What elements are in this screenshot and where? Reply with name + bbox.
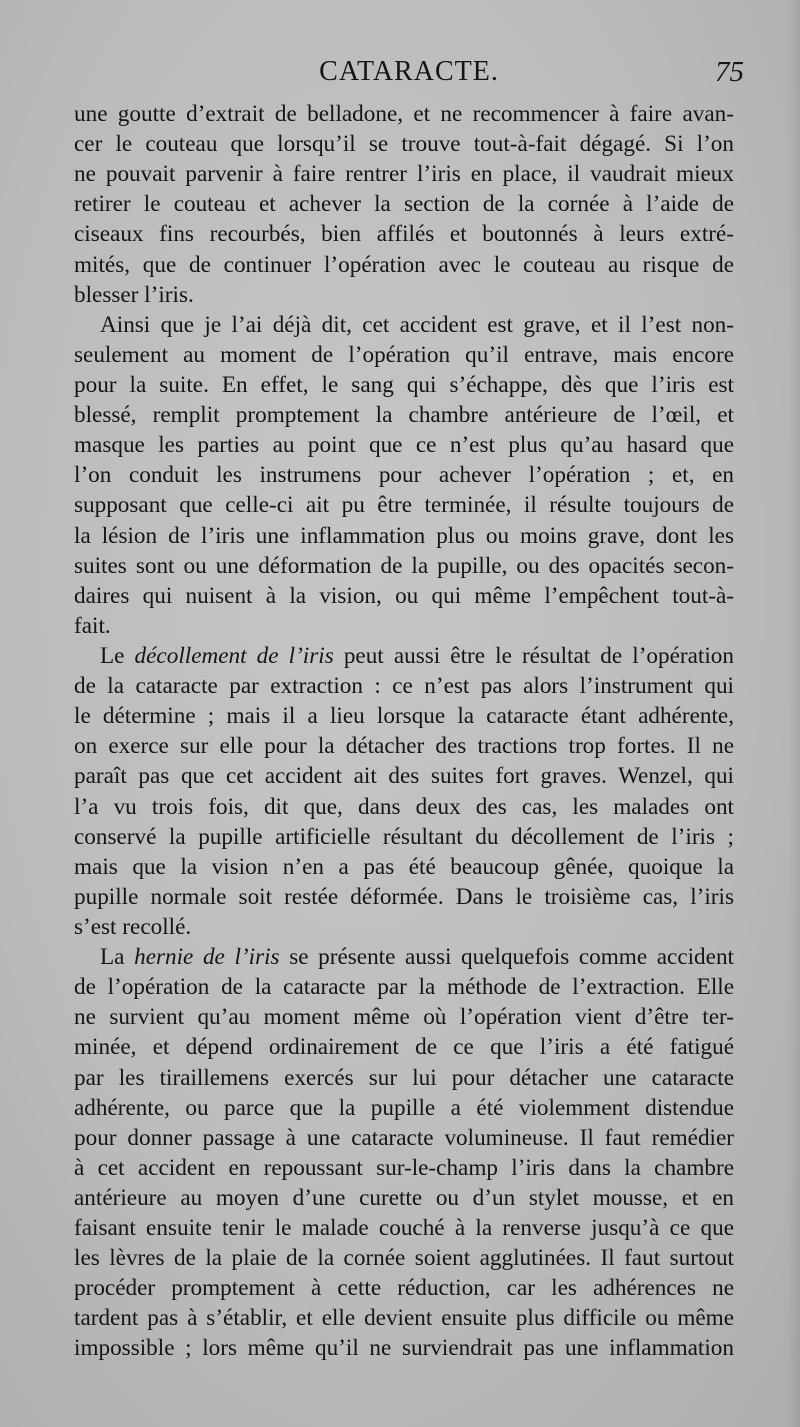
text-line xyxy=(74,1303,734,1333)
text-segment: seulement au moment de l’opération qu’il entrave, mais encore xyxy=(74,341,734,368)
text-segment: par les tiraillemens exercés sur lui pour détacher une cataracte xyxy=(74,1064,734,1091)
text-line xyxy=(74,340,734,370)
page-number: 75 xyxy=(715,56,744,88)
text-segment: mités, que de continuer l’opération avec le couteau au risque de xyxy=(74,251,734,278)
text-segment: à cet accident en repoussant sur-le-champ l’iris dans la chambre xyxy=(74,1154,734,1181)
text-segment: impossible ; lors même qu’il ne surviendrait pas une inflammation xyxy=(74,1335,734,1362)
text-line xyxy=(74,1243,734,1273)
text-line xyxy=(74,250,734,280)
running-head xyxy=(74,56,744,96)
text-line xyxy=(74,972,734,1002)
paragraph xyxy=(74,310,734,641)
text-line xyxy=(74,310,734,340)
text-line xyxy=(74,701,734,731)
text-segment: paraît pas que cet accident ait des suites fort graves. Wenzel, qui xyxy=(74,763,734,790)
text-line xyxy=(74,1093,734,1123)
text-segment: pour la suite. En effet, le sang qui s’échappe, dès que l’iris est xyxy=(74,371,734,398)
text-segment: antérieure au moyen d’une curette ou d’un stylet mousse, et en xyxy=(74,1184,734,1211)
text-line xyxy=(74,400,734,430)
text-segment: le détermine ; mais il a lieu lorsque la cataracte étant adhérente, xyxy=(74,703,734,730)
text-segment: se présente aussi quelquefois comme accident xyxy=(279,944,734,971)
text-segment: Le xyxy=(100,642,135,669)
text-line xyxy=(74,882,734,912)
text-line xyxy=(74,641,734,671)
text-line xyxy=(74,942,734,972)
text-line xyxy=(74,521,734,551)
text-segment: ne survient qu’au moment même où l’opération vient d’être ter- xyxy=(74,1004,734,1031)
body-text xyxy=(74,99,734,1364)
text-segment: suites sont ou une déformation de la pupille, ou des opacités secon- xyxy=(74,552,734,579)
text-segment: minée, et dépend ordinairement de ce que l’iris a été fatigué xyxy=(74,1034,734,1061)
text-segment: pour donner passage à une cataracte volumineuse. Il faut remédier xyxy=(74,1124,734,1151)
page-edge-shadow xyxy=(786,0,800,1427)
text-segment: une goutte d’extrait de belladone, et ne recommencer à faire avan- xyxy=(74,101,734,127)
text-line xyxy=(74,1183,734,1213)
text-segment: La xyxy=(100,944,135,971)
text-line xyxy=(74,370,734,400)
paragraph xyxy=(74,99,734,310)
text-segment: blesser l’iris. xyxy=(74,281,194,308)
text-segment: ciseaux fins recourbés, bien affilés et boutonnés à leurs extré- xyxy=(74,221,734,248)
paragraph xyxy=(74,641,734,942)
text-line xyxy=(74,1153,734,1183)
text-line xyxy=(74,430,734,460)
text-segment: s’est recollé. xyxy=(74,913,192,940)
text-segment: blessé, remplit promptement la chambre antérieure de l’œil, et xyxy=(74,402,734,429)
text-line xyxy=(74,1032,734,1062)
text-line xyxy=(74,761,734,791)
text-segment: faisant ensuite tenir le malade couché à la renverse jusqu’à ce que xyxy=(74,1215,734,1242)
text-line xyxy=(74,852,734,882)
text-segment: l’on conduit les instrumens pour achever l’opération ; et, en xyxy=(74,462,734,489)
text-line xyxy=(74,1213,734,1243)
text-line xyxy=(74,1063,734,1093)
text-segment: de la cataracte par extraction : ce n’est pas alors l’instrument qui xyxy=(74,673,734,700)
text-segment: fait. xyxy=(74,612,111,639)
text-line xyxy=(74,159,734,189)
text-line xyxy=(74,671,734,701)
text-line xyxy=(74,792,734,822)
text-line xyxy=(74,280,734,310)
text-line xyxy=(74,1002,734,1032)
text-segment: supposant que celle-ci ait pu être terminée, il résulte toujours de xyxy=(74,492,734,519)
italic-term: décollement de l’iris xyxy=(134,642,334,669)
text-line xyxy=(74,1333,734,1363)
text-segment: peut aussi être le résultat de l’opération xyxy=(333,642,734,669)
italic-term: hernie de l’iris xyxy=(134,944,280,971)
running-title: CATARACTE. xyxy=(319,56,499,87)
text-line xyxy=(74,490,734,520)
text-segment: la lésion de l’iris une inflammation plus ou moins grave, dont les xyxy=(74,522,734,549)
text-line xyxy=(74,1273,734,1303)
text-line xyxy=(74,189,734,219)
text-segment: adhérente, ou parce que la pupille a été violemment distendue xyxy=(74,1094,734,1121)
text-line xyxy=(74,611,734,641)
text-segment: pupille normale soit restée déformée. Dans le troisième cas, l’iris xyxy=(74,883,734,910)
text-segment: l’a vu trois fois, dit que, dans deux des cas, les malades ont xyxy=(74,793,734,820)
text-line xyxy=(74,912,734,942)
text-segment: masque les parties au point que ce n’est plus qu’au hasard que xyxy=(74,432,734,459)
text-segment: cer le couteau que lorsqu’il se trouve tout-à-fait dégagé. Si l’on xyxy=(74,131,734,158)
text-segment: ne pouvait parvenir à faire rentrer l’iris en place, il vaudrait mieux xyxy=(74,161,734,188)
text-segment: mais que la vision n’en a pas été beaucoup gênée, quoique la xyxy=(74,853,734,880)
text-segment: daires qui nuisent à la vision, ou qui même l’empêchent tout-à- xyxy=(74,582,734,609)
text-line xyxy=(74,460,734,490)
text-segment: Ainsi que je l’ai déjà dit, cet accident est grave, et il l’est non- xyxy=(100,311,734,338)
text-line xyxy=(74,219,734,249)
text-segment: de l’opération de la cataracte par la méthode de l’extraction. Elle xyxy=(74,974,734,1001)
text-segment: conservé la pupille artificielle résultant du décollement de l’iris ; xyxy=(74,823,734,850)
text-line xyxy=(74,581,734,611)
text-line xyxy=(74,822,734,852)
text-line xyxy=(74,731,734,761)
text-segment: retirer le couteau et achever la section de la cornée à l’aide de xyxy=(74,191,734,218)
text-segment: procéder promptement à cette réduction, car les adhérences ne xyxy=(74,1275,734,1302)
text-line xyxy=(74,99,734,129)
paragraph xyxy=(74,942,734,1364)
text-line xyxy=(74,129,734,159)
text-segment: les lèvres de la plaie de la cornée soient agglutinées. Il faut surtout xyxy=(74,1245,734,1272)
text-line xyxy=(74,1123,734,1153)
text-line xyxy=(74,551,734,581)
text-segment: on exerce sur elle pour la détacher des tractions trop fortes. Il ne xyxy=(74,733,734,760)
text-segment: tardent pas à s’établir, et elle devient ensuite plus difficile ou même xyxy=(74,1305,734,1332)
